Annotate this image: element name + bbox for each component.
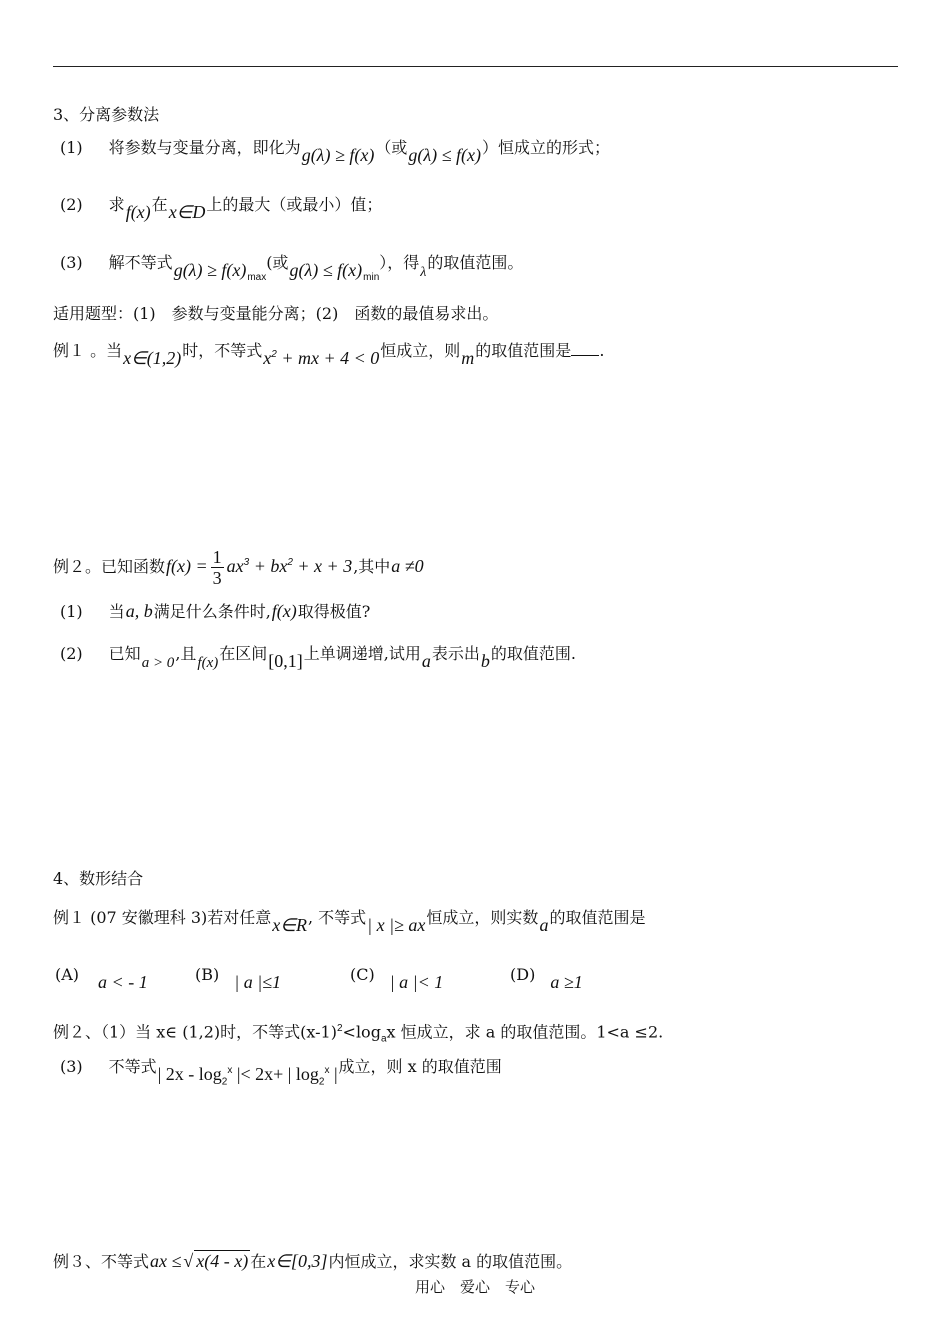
section-3-title: 3、分离参数法 [53, 105, 160, 124]
s4-example-2-part3: (3) 不等式| $2x - \log_2^x$ |< 2x+ | $\log_2^x$ |成立，则 x 的取值范围 [60, 1057, 502, 1088]
s4-example-1: 例１ (07 安徽理科 3)若对任意x∈R, 不等式| x |≥ ax恒成立，则实数a的取值范围是 [53, 908, 646, 935]
step-2: (2) 求f(x)在x∈D上的最大（或最小）值； [60, 195, 383, 222]
example-2: 例２。已知函数f(x) = $\frac{1}{3}$ $ax^3 + bx^2 + x + 3$,其中a ≠0 [53, 547, 424, 588]
s4-example-3: 例３、不等式ax ≤ √ x(4 - x) 在x∈[0,3]内恒成立，求实数 a 的取值范围。 [53, 1251, 573, 1271]
example-1: 例１ 。当x∈(1,2)时，不等式$x^2$ + mx + 4 < 0恒成立，则m的取值范围是 . [53, 341, 605, 368]
choice-c: (C) | a |< 1 [350, 965, 444, 992]
choice-d: (D) a ≥1 [510, 965, 583, 992]
applicable-types: 适用题型：(1) 参数与变量能分离；(2) 函数的最值易求出。 [53, 304, 499, 323]
fraction-one-third: $\frac{1}{3}$ [212, 547, 222, 588]
choice-b: (B) | a |≤1 [195, 965, 282, 992]
step-1: (1) 将参数与变量分离，即化为g(λ) ≥ f(x)（或g(λ) ≤ f(x)）恒成立的形式； [60, 138, 611, 165]
page-footer: 用心 爱心 专心 [414, 1278, 535, 1296]
choice-a: (A) a < - 1 [55, 965, 148, 992]
step-3: (3) 解不等式$g(\lambda) \ge f(x)_{max}$(或$g(\lambda) \le f(x)_{min}$），得λ的取值范围。 [60, 253, 524, 284]
answer-blank [571, 341, 599, 356]
section-4-title: 4、数形结合 [53, 869, 144, 888]
header-rule [53, 66, 898, 67]
sqrt-symbol: √ [183, 1251, 194, 1271]
s4-example-2: 例２、（1）当 x∈ (1,2)时，不等式$(x-1)^2<\log_ax$ 恒成立，求 a 的取值范围。1<a ≤2. [53, 1022, 664, 1045]
example-2-q2: (2) 已知a > 0,且f(x)在区间[0,1]上单调递增,试用a表示出b的取值范围. [60, 644, 576, 671]
example-2-q1: (1) 当a, b满足什么条件时,f(x)取得极值? [60, 601, 371, 621]
